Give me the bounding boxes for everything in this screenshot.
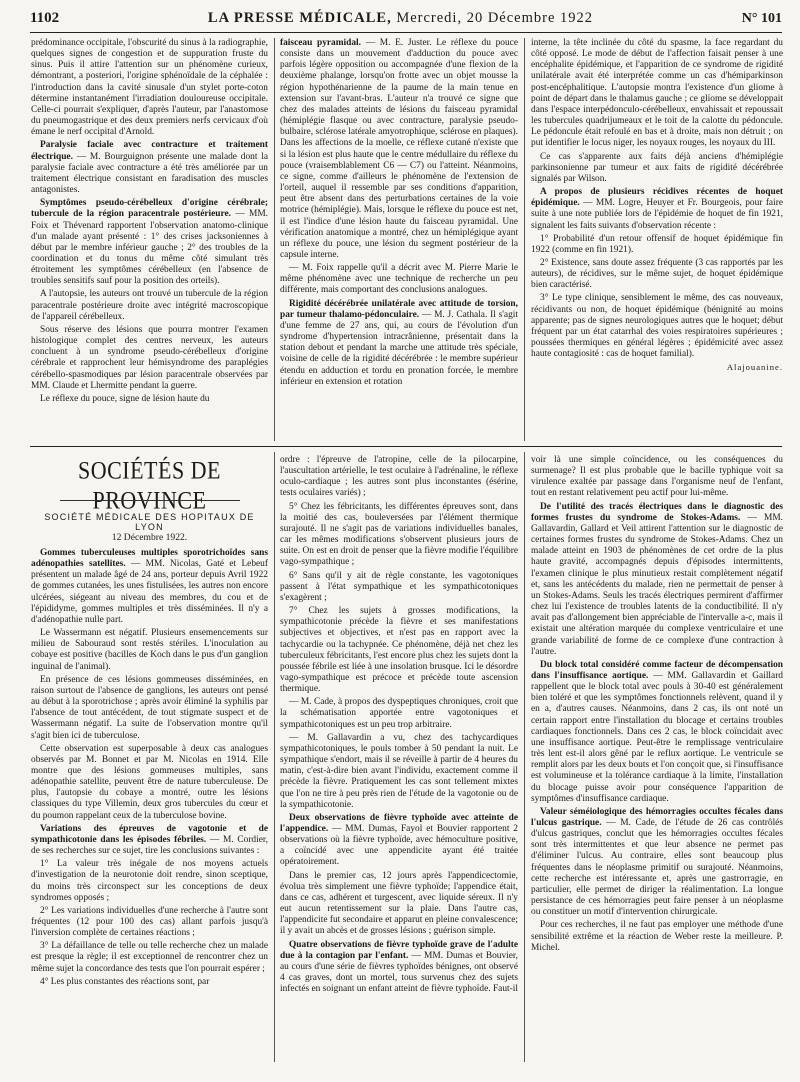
paragraph: 2° Existence, sans doute assez fréquente (3 cas rapportés par les auteurs), de récidives, sur le même sujet, de hoquet épidémique bien caractérisé. <box>531 257 783 291</box>
article-heading: Rigidité décérébrée unilatérale avec attitude de torsion, par tumeur thalamo-pédonculaire. <box>280 298 518 320</box>
paragraph: Rigidité décérébrée unilatérale avec attitude de torsion, par tumeur thalamo-pédonculaire. — M. J. Cathala. Il s'agit d'une femme de 27 ans, qui, au cours de l'évolution d'un syndrome d'hypertension intracrânienne, présentait dans la station debout et pendant la marche une attitude très spéciale, voisine de celle de la rigidité décérébrée : le membre supérieur étendu en adduction et tordu en pronation forcée, le membre inférieur en extension et rotation <box>280 298 518 387</box>
meeting-date: 12 Décembre 1922. <box>111 532 188 543</box>
title-rule <box>60 500 240 501</box>
article-heading: Symptômes pseudo-cérébelleux d'origine cérébrale; tubercule de la région paracentrale postérieure. <box>31 198 268 220</box>
paragraph: Le réflexe du pouce, signe de lésion haute du <box>40 393 210 404</box>
column-divider <box>524 38 525 441</box>
paragraph: 5° Chez les fébricitants, les différentes épreuves sont, dans la moitié des cas, bouleversées par l'élément thermique surajouté. Il ne s'agit pas de variations individuelles banales, car les mêmes modifications s'observent plusieurs jours de suite. On est en droit de penser que la fièvre modifie l'équilibre vago-sympathique ; <box>280 501 518 568</box>
paragraph: Le Wassermann est négatif. Plusieurs ensemencements sur milieu de Sabouraud sont restés stériles. L'inoculation au cobaye est positive (bacilles de Koch dans le pus d'un ganglion inguinal de l'animal). <box>31 628 268 672</box>
paragraph: 2° Les variations individuelles d'une recherche à l'autre sont fréquentes (12 pour 100 des cas) allant parfois jusqu'à l'inversion complète de certaines réactions ; <box>31 905 268 939</box>
page-number: 1102 <box>30 10 60 26</box>
paragraph: Pour ces recherches, il ne faut pas employer une méthode d'une sensibilité extrême et la réaction de Weber reste la meilleure. P. Michel. <box>531 920 783 953</box>
journal-name: LA PRESSE MÉDICALE, <box>207 10 392 26</box>
article-heading: Deux observations de fièvre typhoïde avec atteinte de l'appendice. <box>280 812 518 834</box>
article-heading: faisceau pyramidal. <box>280 38 361 48</box>
paragraph: Paralysie faciale avec contracture et traitement électrique. — M. Bourguignon présente une malade dont la paralysie faciale avec contracture a été très améliorée par un traitement électrique consistant en faradisation des muscles antagonistes. <box>31 140 268 196</box>
article-heading: Du block total considéré comme facteur de décompensation dans l'insuffisance aortique. <box>531 659 783 681</box>
paragraph: voir là une simple coïncidence, ou les conséquences du surmenage? Il est plus probable que le bacille typhique voit sa virulence exaltée par passage dans l'organisme neuf de l'enfant, tout en restant relativement peu actif pour lui-même. <box>531 455 783 499</box>
section-title: SOCIÉTÉS DE PROVINCE <box>78 455 221 515</box>
paragraph: 4° Les plus constantes des réactions sont, par <box>40 976 210 987</box>
article-heading: Quatre observations de fièvre typhoïde grave de l'adulte due à la contagion par l'enfant. <box>280 939 518 961</box>
paragraph: A propos de plusieurs récidives récentes de hoquet épidémique. — MM. Logre, Heuyer et Fr. Bourgeois, pour faire suite à une note publiée lors de l'épidémie de hoquet de fin 1921, signalent les faits suivants d'observation récente : <box>531 187 783 231</box>
paragraph: De l'utilité des tracés électriques dans le diagnostic des formes frustes du syndrome de Stokes-Adams. — MM. Gallavardin, Gallard et Veil attirent l'attention sur le diagnostic de certaines formes frustes du syndrome de Stokes-Adams. Chez un malade atteint en 1903 de phénomènes de cet ordre de la plus haute gravité, accompagnés depuis d'épisodes intermittents, l'examen clinique le plus minutieux restait complètement négatif et, sans les antécédents du malade, rien ne permettait de penser à un Stokes-Adams. Seuls les tracés électriques permirent d'affirmer chez lui l'existence de troubles latents de la conductibilité. Il n'y avait pas d'allongement bien appréciable de l'intervalle a-c, mais il existait une altération marquée du complexe ventriculaire et une grande variabilité de forme de ce complexe d'une contraction à l'autre. <box>531 501 783 657</box>
paragraph: Symptômes pseudo-cérébelleux d'origine cérébrale; tubercule de la région paracentrale postérieure. — MM. Foix et Thévenard rapportent l'observation anatomo-clinique d'un malade ayant présenté : 1° des crises jacksoniennes à début par le membre inférieur gauche ; 2° des troubles de la coordination et du tonus du même côté simulant très étroitement les symptômes cérébelleux (en l'absence de troubles sensitifs sauf pour la position des orteils). <box>31 198 268 287</box>
bottom-column-2 <box>280 455 518 1062</box>
paragraph: 1° Probabilité d'un retour offensif de hoquet épidémique fin 1922 (comme en fin 1921). <box>531 233 783 255</box>
issue-date: Mercredi, 20 Décembre 1922 <box>396 10 594 26</box>
paragraph: Deux observations de fièvre typhoïde avec atteinte de l'appendice. — MM. Dumas, Fayol et Bouvier rapportent 2 observations où la fièvre typhoïde, avec hémoculture positive, a coïncidé avec une appendicite ayant été traitée opératoirement. <box>280 812 518 868</box>
paragraph: 1° La valeur très inégale de nos moyens actuels d'investigation de la neurotonie doit rendre, sinon sceptique, du moins très circonspect sur les conceptions de deux syndromes opposés ; <box>31 859 268 903</box>
paragraph: ordre : l'épreuve de l'atropine, celle de la pilocarpine, l'auscultation artérielle, le test oculaire à l'adrénaline, le réflexe oculo-cardiaque ; les autres sont plus inconstantes (ésérine, tests oculaires variés) ; <box>280 455 518 499</box>
article-heading: De l'utilité des tracés électriques dans le diagnostic des formes frustes du syndrome de Stokes-Adams. <box>531 501 783 523</box>
paragraph: 6° Sans qu'il y ait de règle constante, les vagotoniques passent à l'état sympathique et les sympathicotoniques s'exagèrent ; <box>280 570 518 603</box>
paragraph: faisceau pyramidal. — M. E. Juster. Le réflexe du pouce consiste dans un mouvement d'adduction du pouce avec parfois légère opposition ou accompagnée d'une flexion de la deuxième phalange, lorsqu'on frotte avec un objet mousse la région hypothénarienne de la paume de la main tenue en extension sur l'avant-bras. L'auteur n'a trouvé ce signe que chez des malades atteints de lésions du faisceau pyramidal (hémiplégie flasque ou avec contracture, paralysie pseudo-bulbaire, sclérose latérale amyotrophique, sclérose en plaques). Dans les affections de la moelle, ce réflexe cutané n'existe que si la lésion est plus haute que le centre médullaire du réflexe du pouce (vraisemblablement C6 — C7) ou l'atteint. Néanmoins, ce signe, comme d'ailleurs le phénomène de l'extension de l'orteil, auquel il ressemble par ses conditions d'apparition, peut être absent dans des perturbations certaines de la voie motrice (hémiplégie). Mais, lorsque le réflexe du pouce est net, il est l'indice d'une lésion haute du faisceau pyramidal. Une vérification anatomique a montré, chez un hémiplégique ayant un réflexe du pouce, une lésion du segment postérieur de la capsule interne. <box>280 38 518 260</box>
paragraph: Dans le premier cas, 12 jours après l'appendicectomie, évolua très simplement une fièvre typhoïde; l'appendice était, dans ce cas, adhérent et turgescent, avec liquide séreux. Il n'y eut aucun retentissement sur la plaie. Dans l'autre cas, l'appendicite fut secondaire et apparut en pleine convalescence; il y avait un abcès et de grosses lésions ; guérison simple. <box>280 870 518 937</box>
paragraph: Variations des épreuves de vagotonie et de sympathicotonie dans les épisodes fébriles. — M. Cordier, de ses recherches sur ce sujet, tire les conclusions suivantes : <box>31 823 268 857</box>
paragraph: — M. Foix rappelle qu'il a décrit avec M. Pierre Marie le même phénomène avec une technique de recherche un peu différente, mais comportant des conclusions analogues. <box>280 263 518 296</box>
paragraph: Valeur séméiologique des hémorragies occultes fécales dans l'ulcus gastrique. — M. Cade, de l'étude de 26 cas contrôlés d'ulcus gastriques, conclut que les hémorragies occultes fécales sont très intermittentes et que leur absence ne permet pas d'éliminer l'ulcus. Au contraire, elles sont beaucoup plus fréquentes dans le néoplasme primitif ou surajouté. Néanmoins, cette recherche est intéressante et, après une gastrorragie, en particulier, elle permet de diriger la réalimentation. La longue persistance de ces hémorragies peut faire penser à un néoplasme ou constituer un motif d'intervention chirurgicale. <box>531 806 783 918</box>
article-heading: A propos de plusieurs récidives récentes de hoquet épidémique. <box>531 187 783 209</box>
paragraph: interne, la tête inclinée du côté du spasme, la face regardant du côté opposé. Le mode de début de l'affection faisait penser à une encéphalite épidémique, et l'apparition de ce syndrome de rigidité unilatérale avait été interprétée comme un cas d'hémiparkinson post-encéphalitique. L'autopsie montra l'existence d'un gliome à point de départ dans le thalamus gauche ; ce gliome se développait dans l'espace interpédonculo-cérébelleux, envahissait et repoussait les tubercules quadrijumeaux et le toit de la calotte du pédoncule. Le pédoncule était refoulé en bas et à droite, mais non détruit ; on put identifier le locus niger, les noyaux rouges, les noyaux du III. <box>531 38 783 149</box>
paragraph: A l'autopsie, les auteurs ont trouvé un tubercule de la région paracentrale postérieure droite avec intégrité macroscopique de l'appareil cérébelleux. <box>31 289 268 322</box>
section-divider <box>30 446 782 447</box>
article-heading: Paralysie faciale avec contracture et traitement électrique. <box>31 140 268 162</box>
paragraph: prédominance occipitale, l'obscurité du sinus à la radiographie, quelques signes de congestion et de suppuration fruste du sinus. Puis il attire l'attention sur un phénomène curieux, démontrant, a posteriori, l'origine sphénoïdale de la céphalée : l'introduction dans la cavité sinusale d'un stylet porte-coton détermine instantanément l'irradiation douloureuse occipitale. Celle-ci pourrait s'expliquer, d'après l'auteur, par l'anastomose du pneumogastrique et des deux premiers nerfs cervicaux d'où émane le nerf occipital d'Arnold. <box>31 38 268 138</box>
article-heading: Variations des épreuves de vagotonie et de sympathicotonie dans les épisodes fébriles. <box>31 823 268 845</box>
journal-title-line <box>208 10 593 27</box>
column-divider <box>274 452 275 1062</box>
paragraph: Quatre observations de fièvre typhoïde grave de l'adulte due à la contagion par l'enfant. — MM. Dumas et Bouvier, au cours d'une série de fièvres typhoïdes bénignes, ont observé 4 cas graves, dont un mortel, tous survenus chez des sujets infectés en soignant un enfant atteint de fièvre typhoïde. Faut-il <box>280 939 518 995</box>
page-header <box>30 10 782 33</box>
top-column-1 <box>31 38 268 441</box>
top-column-3 <box>531 38 783 441</box>
article-heading: Gommes tuberculeuses multiples sporotrichoïdes sans adénopathies satellites. <box>31 548 268 570</box>
paragraph: Sous réserve des lésions que pourra montrer l'examen histologique complet des centres nerveux, les auteurs concluent à un syndrome pseudo-cérébelleux d'origine cérébrale et rapprochent leur hémisyndrome des paraplégies cérébello-spasmodiques par lésion paracentrale observées par MM. Claude et Lhermitte pendant la guerre. <box>31 324 268 391</box>
issue-number: N° 101 <box>741 11 782 26</box>
paragraph: Cette observation est superposable à deux cas analogues observés par M. Bonnet et par M. Nicolas en 1914. Elle montre que des lésions gommeuses multiples, sans adénopathie satellite, peuvent être de nature tuberculeuse. De plus, l'autopsie du cobaye a montré, outre les lésions classiques du type Villemin, deux gros tubercules du cœur et du poumon rappelant ceux de la tuberculose bovine. <box>31 743 268 821</box>
paragraph: — M. Gallavardin a vu, chez des tachycardiques sympathicotoniques, le pouls tomber à 50 pendant la nuit. Le sympathique s'endort, mais il se réveille à partir de 4 heures du matin, c'est-à-dire bien avant l'individu, exactement comme il précède la fièvre. Pratiquement les cas sont tellement mixtes que l'on ne tire à peu près rien de l'étude de la vagotonie ou de la sympathicotonie. <box>280 732 518 810</box>
bottom-column-1 <box>31 548 268 1062</box>
paragraph: Gommes tuberculeuses multiples sporotrichoïdes sans adénopathies satellites. — MM. Nicolas, Gaté et Lebeuf présentent un malade âgé de 24 ans, porteur depuis Avril 1922 de gommes cutanées, les unes fistulisées, les autres non encore ulcérées, siégeant au niveau des membres, du cou et de l'épididyme, gommes multiples et très disséminées. Il n'y a d'adénopathie nulle part. <box>31 548 268 625</box>
paragraph: 7° Chez les sujets à grosses modifications, la sympathicotonie précède la fièvre et ses manifestations subjectives et objectives, et n'est pas en rapport avec la tachycardie ou la tachypnée. Ce phénomène, déjà net chez les tuberculeux fébricitants, l'est encore plus chez les sujets dont la poussée fébrile est liée à une insolation brusque. Ici le désordre vago-sympathique est précoce et précède toute ascension thermique. <box>280 606 518 695</box>
column-divider <box>274 38 275 441</box>
signature: Alajouanine. <box>726 362 783 373</box>
paragraph: 3° La défaillance de telle ou telle recherche chez un malade est presque la règle; il est exceptionnel de rencontrer chez un même sujet la concordance des tests que l'on pourrait espérer ; <box>31 941 268 974</box>
article-heading: Valeur séméiologique des hémorragies occultes fécales dans l'ulcus gastrique. <box>531 806 783 828</box>
paragraph: Du block total considéré comme facteur de décompensation dans l'insuffisance aortique. — MM. Gallavardin et Gaillard rappellent que le block total avec pouls à 30-40 est généralement bien toléré et que les symptômes fonctionnels relèvent, quand il y en a, d'autres causes. Néanmoins, dans 2 cas, ils ont noté un certain rapport entre l'installation du blocage et certains troubles cardiaques fonctionnels. Dans ces 2 cas, le block coïncidait avec une insuffisance aortique. Peut-être le remplissage ventriculaire très lent est-il alors gêné par le reflux aortique. Le ventricule se remplit alors par les deux bouts et l'on conçoit que, si l'insuffisance est volumineuse et la tolérance cardiaque à la limite, l'installation du blocage puisse avoir pour conséquence l'apparition de symptômes d'insuffisance cardiaque. <box>531 659 783 804</box>
paragraph: En présence de ces lésions gommeuses disséminées, en raison surtout de l'absence de ganglions, les auteurs ont pensé au début à la sporotrichose ; après avoir éliminé la syphilis par l'absence de tout antécédent, de tout stigmate suspect et de Wassermann négatif. La suite de l'observation montre qu'il s'agit bien ici de tuberculose. <box>31 674 268 741</box>
paragraph: — M. Cade, à propos des dyspeptiques chroniques, croit que la schématisation apportée entre vagotoniques et sympathicotoniques est un peu trop arbitraire. <box>280 697 518 730</box>
bottom-column-3 <box>531 455 783 1062</box>
paragraph: Ce cas s'apparente aux faits déjà anciens d'hémiplégie parkinsonienne par tumeur et aux faits de rigidité décérébrée signalés par Wilson. <box>531 151 783 184</box>
column-divider <box>524 452 525 1062</box>
paragraph: 3° Le type clinique, sensiblement le même, des cas nouveaux, récidivants ou non, de hoquet épidémique (bénignité au moins apparente; pas de signes neurologiques autres que le hoquet; début fréquent par un état catarrhal des voies respiratoires supérieures ; poussées thermiques en général légères ; épidémicité avec assez haute contagiosité : cas de hoquet familial). <box>531 293 783 360</box>
top-column-2 <box>280 38 518 441</box>
society-name: SOCIÉTÉ MÉDICALE DES HOPITAUX DE LYON <box>44 512 255 532</box>
